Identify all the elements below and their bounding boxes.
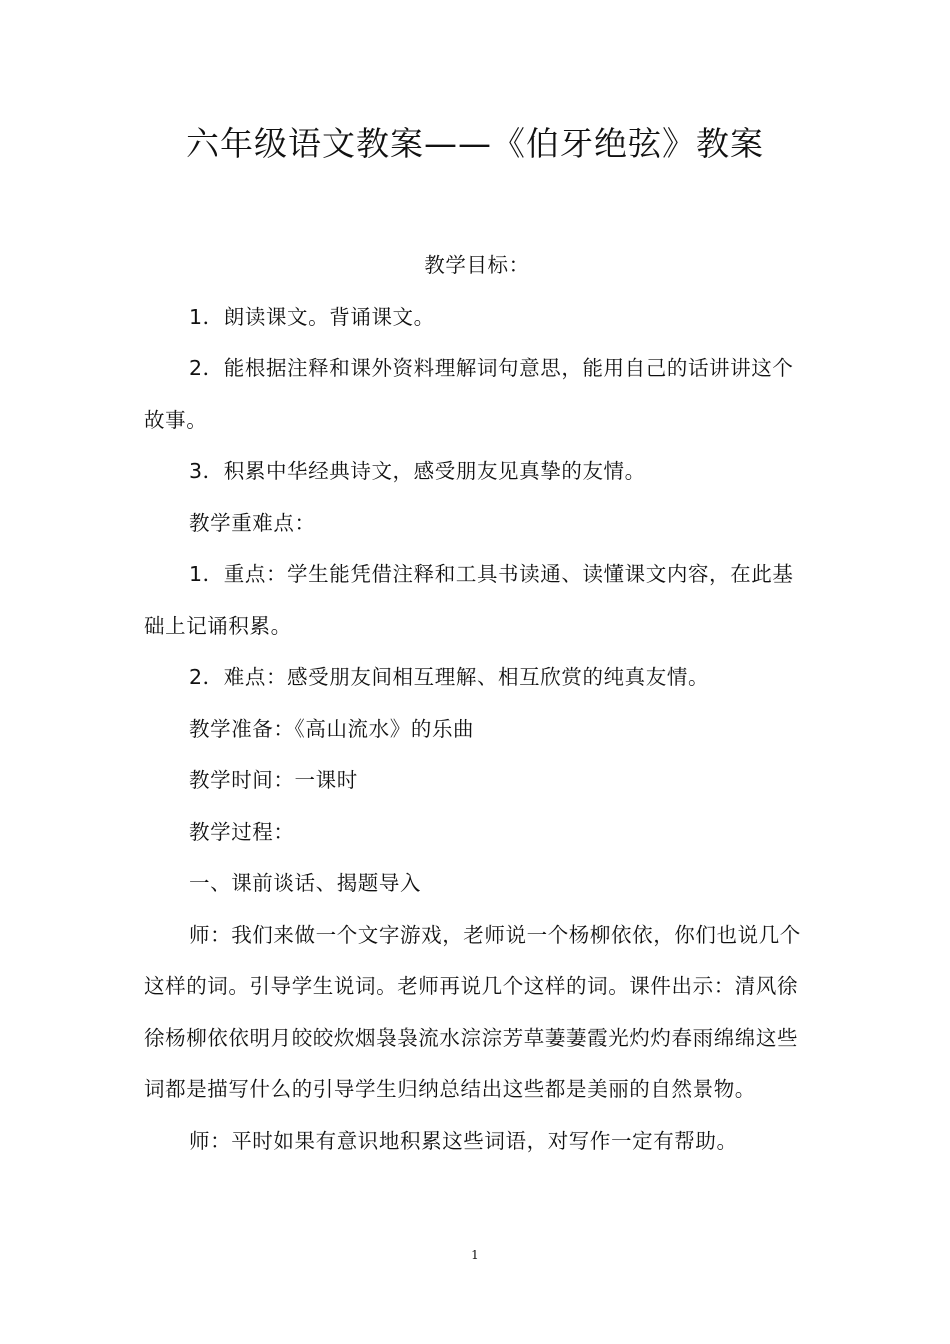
process-heading: 教学过程：	[189, 819, 295, 844]
section-heading: 一、课前谈话、揭题导入	[189, 871, 422, 895]
keypoint-item: 2．难点：感受朋友间相互理解、相互欣赏的纯真友情。	[189, 665, 710, 689]
keypoints-heading: 教学重难点：	[189, 510, 316, 535]
document-title: 六年级语文教案——《伯牙绝弦》教案	[186, 124, 764, 163]
preparation-line: 教学准备：《高山流水》的乐曲	[189, 716, 475, 741]
objective-item: 3．积累中华经典诗文，感受朋友见真挚的友情。	[189, 459, 646, 483]
keypoint-item: 1．重点：学生能凭借注释和工具书读通、读懂课文内容，在此基础上记诵积累。	[144, 562, 794, 638]
time-line: 教学时间：一课时	[189, 768, 358, 792]
objectives-heading: 教学目标：	[424, 253, 530, 277]
document-body	[144, 240, 810, 1167]
objective-item: 1．朗读课文。背诵课文。	[189, 304, 435, 329]
paragraph: 师：平时如果有意识地积累这些词语，对写作一定有帮助。	[189, 1128, 738, 1153]
paragraph: 师：我们来做一个文字游戏，老师说一个杨柳依依，你们也说几个这样的词。引导学生说词。老师再说几个这样的词。课件出示：清风徐徐杨柳依依明月皎皎炊烟袅袅流水淙淙芳草萋萋霞光灼灼春雨绵绵这些词都是描写什么的引导学生归纳总结出这些都是美丽的自然景物。	[144, 922, 801, 1101]
page-number: 1	[471, 1248, 479, 1262]
objective-item: 2．能根据注释和课外资料理解词句意思，能用自己的话讲讲这个故事。	[144, 356, 794, 432]
